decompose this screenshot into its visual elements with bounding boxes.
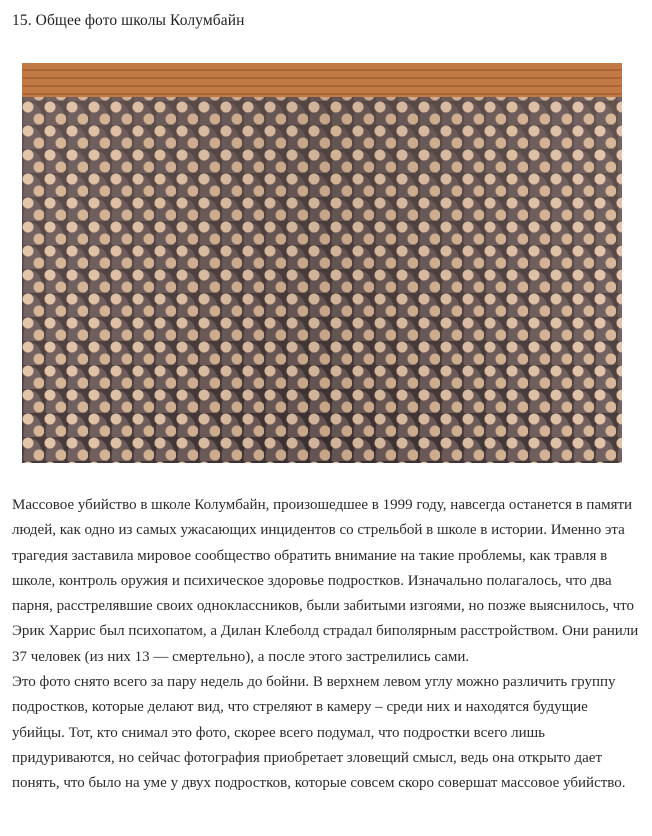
article-body [12, 493, 642, 797]
group-photo [22, 63, 622, 463]
gym-wall [22, 63, 622, 97]
paragraph-2: Это фото снято всего за пару недель до бойни. В верхнем левом углу можно различить группу подростков, которые делают вид, что стреляют в камеру – среди них и находятся будущие убийцы. Тот, кто снимал это фото, скорее всего подумал, что подростки всего лишь придуриваются, но сейчас фотография приобретает зловещий смысл, ведь она открыто дает понять, что было на уме у двух подростков, которые совсем скоро совершат массовое убийство. [12, 674, 626, 792]
paragraph-1: Массовое убийство в школе Колумбайн, произошедшее в 1999 году, навсегда останется в памяти людей, как одно из самых ужасающих инцидентов со стрельбой в школе в истории. Именно эта трагедия заставила мировое сообщество обратить внимание на такие проблемы, как травля в школе, контроль оружия и психическое здоровье подростков. Изначально полагалось, что два парня, расстрелявшие своих одноклассников, были забитыми изгоями, но позже выяснилось, что Эрик Харрис был психопатом, а Дилан Клеболд страдал биполярным расстройством. Они ранили 37 человек (из них 13 — смертельно), а после этого застрелились сами. [12, 497, 639, 665]
section-heading: 15. Общее фото школы Колумбайн [12, 12, 245, 29]
crowd-image [22, 77, 622, 463]
